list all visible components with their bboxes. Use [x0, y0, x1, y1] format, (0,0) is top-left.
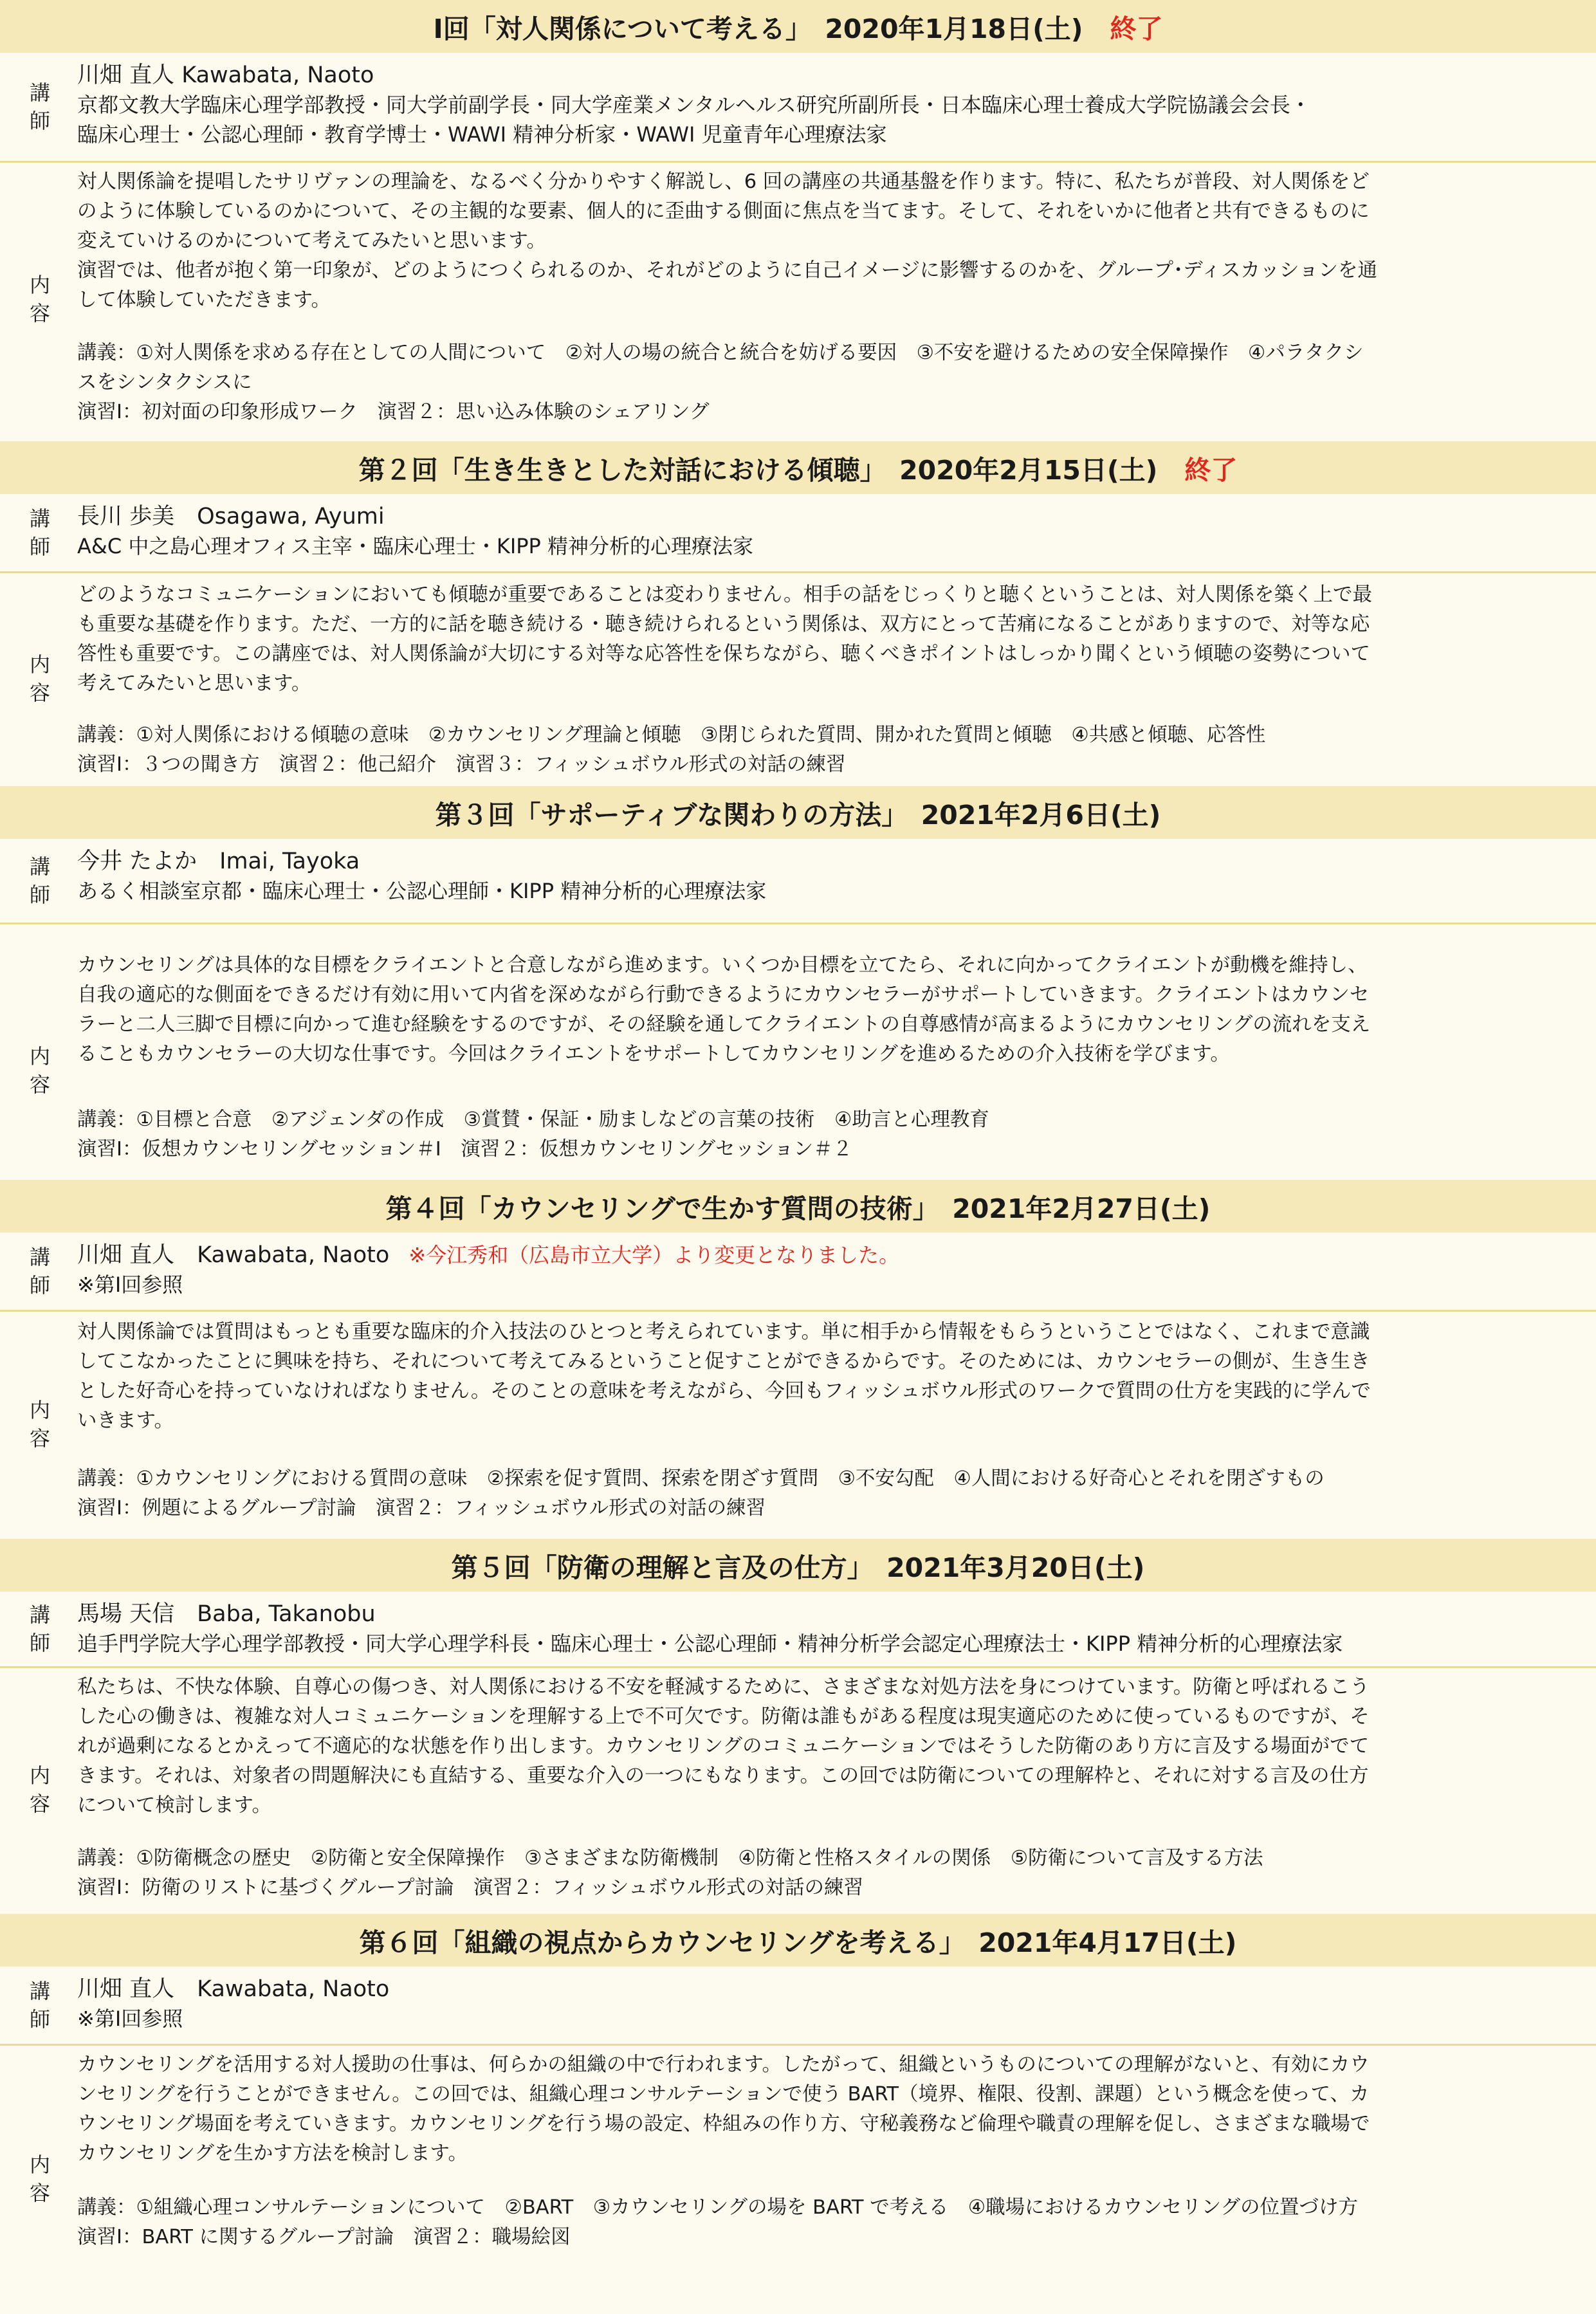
program	[77, 1464, 1577, 1523]
session-title-bar	[0, 1914, 1596, 1967]
content-label-char: 内	[29, 273, 50, 297]
program	[77, 1105, 1577, 1164]
description-line: のように体験しているのかについて、その主観的な要素、個人的に歪曲する側面に焦点を当てます。そして、それをいかに他者と共有できるものに	[77, 200, 1370, 223]
lecturer-block	[0, 839, 1596, 924]
lecturer-label	[26, 53, 54, 161]
lecturer-label-char: 師	[29, 1273, 50, 1298]
content-label	[26, 161, 54, 437]
program	[77, 338, 1577, 427]
content-label-char: 容	[29, 2181, 50, 2205]
lecturer-affiliation: 追手門学院大学心理学部教授・同大学心理学科長・臨床心理士・公認心理師・精神分析学会認定心理療法士・KIPP 精神分析的心理療法家	[77, 1631, 1343, 1656]
lecturer-affiliation: ※第Ⅰ回参照	[77, 1272, 183, 1297]
lecturer-name-line	[77, 1599, 1570, 1629]
lecturer-lines	[77, 502, 1570, 561]
lecturer-name: 川畑 直人 Kawabata, Naoto	[77, 1242, 390, 1268]
program-line: 演習Ⅰ：３つの聞き方 演習２：他己紹介 演習３：フィッシュボウル形式の対話の練習	[77, 753, 846, 776]
description	[77, 1318, 1577, 1436]
session-title: 第３回「サポーティブな関わりの方法」 2021年2月6日(土)	[435, 799, 1161, 831]
session-6	[0, 1914, 1596, 2314]
lecturer-label-char: 講	[29, 854, 50, 879]
content-block	[0, 923, 1596, 1218]
content-label	[26, 571, 54, 786]
lecturer-block	[0, 1592, 1596, 1668]
program	[77, 721, 1577, 780]
lecturer-lines	[77, 60, 1570, 149]
description-line: いきます。	[77, 1410, 174, 1432]
content-label	[26, 1310, 54, 1539]
lecturer-change-note: ※今江秀和（広島市立大学）より変更となりました。	[408, 1243, 900, 1267]
description-line: 演習では、他者が抱く第一印象が、どのようにつくられるのか、それがどのように自己イメージに影響するのかを、グループ･ディスカッションを通	[77, 259, 1377, 282]
content-label-char: 容	[29, 1792, 50, 1816]
session-1	[0, 0, 1596, 437]
program-line: 講義：①対人関係における傾聴の意味 ②カウンセリング理論と傾聴 ③閉じられた質問、開かれた質問と傾聴 ④共感と傾聴、応答性	[77, 724, 1266, 746]
lecturer-block	[0, 1233, 1596, 1312]
session-4	[0, 1180, 1596, 1539]
description-line: も重要な基礎を作ります。ただ、一方的に話を聴き続ける・聴き続けられるという関係は、双方にとって苦痛になることがありますので、対等な応	[77, 613, 1370, 636]
lecturer-label	[26, 494, 54, 571]
content-label-char: 内	[29, 652, 50, 677]
content-label-char: 容	[29, 301, 50, 326]
description-line: 自我の適応的な側面をできるだけ有効に用いて内省を深めながら行動できるようにカウンセラーがサポートしていきます。クライエントはカウンセ	[77, 984, 1370, 1006]
session-title-bar	[0, 1539, 1596, 1592]
program-line: 講義：①目標と合意 ②アジェンダの作成 ③賞賛・保証・励ましなどの言葉の技術 ④助言と心理教育	[77, 1108, 989, 1131]
description-line: 考えてみたいと思います。	[77, 672, 311, 695]
lecturer-affiliation: 臨床心理士・公認心理師・教育学博士・WAWI 精神分析家・WAWI 児童青年心理療法家	[77, 122, 887, 147]
content-block	[0, 571, 1596, 786]
program	[77, 1844, 1577, 1903]
content-label-char: 容	[29, 1426, 50, 1451]
description-line: した心の働きは、複雑な対人コミュニケーションを理解する上で不可欠です。防衛は誰もがある程度は現実適応のために使っているものですが、そ	[77, 1705, 1370, 1728]
session-title-bar	[0, 1180, 1596, 1233]
session-title: 第４回「カウンセリングで生かす質問の技術」 2021年2月27日(土)	[385, 1193, 1211, 1224]
lecturer-label-char: 講	[29, 80, 50, 105]
session-title: 第６回「組織の視点からカウンセリングを考える」 2021年4月17日(土)	[359, 1927, 1237, 1958]
program-line: 演習Ⅰ：仮想カウンセリングセッション＃Ⅰ 演習２：仮想カウンセリングセッション＃２	[77, 1138, 853, 1161]
description	[77, 1673, 1577, 1821]
content-label-char: 内	[29, 1763, 50, 1788]
content-block	[0, 1310, 1596, 1539]
lecturer-name-line	[77, 502, 1570, 531]
description-line: ラーと二人三脚で目標に向かって進む経験をするのですが、その経験を通してクライエントの自尊感情が高まるようにカウンセリングの流れを支え	[77, 1013, 1371, 1036]
lecturer-label-char: 師	[29, 535, 50, 559]
description-line: ンセリングを行うことができません。この回では、組織心理コンサルテーションで使う BART（境界、権限、役割、課題）という概念を使って、カ	[77, 2083, 1370, 2106]
description-line: カウンセリングを生かす方法を検討します。	[77, 2142, 468, 2165]
program-line: 講義：①組織心理コンサルテーションについて ②BART ③カウンセリングの場を BART で考える ④職場におけるカウンセリングの位置づけ方	[77, 2196, 1358, 2219]
lecturer-name-line	[77, 847, 1570, 876]
content-label-char: 容	[29, 681, 50, 705]
description	[77, 2050, 1577, 2169]
description-line: 対人関係論では質問はもっとも重要な臨床的介入技法のひとつと考えられています。単に相手から情報をもらうということではなく、これまで意識	[77, 1321, 1370, 1343]
description-line: してこなかったことに興味を持ち、それについて考えてみるということ促すことができるからです。そのためには、カウンセラーの側が、生き生き	[77, 1350, 1370, 1373]
lecturer-lines	[77, 847, 1570, 906]
program-line: 演習Ⅰ：初対面の印象形成ワーク 演習２：思い込み体験のシェアリング	[77, 401, 710, 423]
lecturer-label-char: 講	[29, 1979, 50, 2003]
session-3	[0, 786, 1596, 1218]
program-line: 演習Ⅰ：防衛のリストに基づくグループ討論 演習２：フィッシュボウル形式の対話の練習	[77, 1877, 863, 1899]
description-line: について検討します。	[77, 1794, 271, 1817]
lecturer-affiliation: A&C 中之島心理オフィス主宰・臨床心理士・KIPP 精神分析的心理療法家	[77, 534, 754, 558]
lecturer-label-char: 講	[29, 1602, 50, 1627]
content-label-char: 内	[29, 1044, 50, 1069]
lecturer-lines	[77, 1240, 1570, 1299]
lecturer-block	[0, 53, 1596, 163]
lecturer-name: 長川 歩美 Osagawa, Ayumi	[77, 504, 385, 529]
description	[77, 951, 1577, 1069]
status-badge: 終了	[1184, 454, 1238, 486]
session-title-bar	[0, 441, 1596, 494]
content-label	[26, 1666, 54, 1913]
content-block	[0, 161, 1596, 437]
lecturer-label	[26, 839, 54, 923]
session-5	[0, 1539, 1596, 1913]
description-line: 対人関係論を提唱したサリヴァンの理論を、なるべく分かりやすく解説し、6 回の講座の共通基盤を作ります。特に、私たちが普段、対人関係をど	[77, 170, 1370, 193]
lecturer-name: 今井 たよか Imai, Tayoka	[77, 849, 360, 874]
lecturer-affiliation: 京都文教大学臨床心理学部教授・同大学前副学長・同大学産業メンタルヘルス研究所副所長・日本臨床心理士養成大学院協議会会長・	[77, 93, 1311, 117]
description-line: とした好奇心を持っていなければなりません。そのことの意味を考えながら、今回もフィッシュボウル形式のワークで質問の仕方を実践的に学んで	[77, 1380, 1371, 1402]
lecturer-label	[26, 1233, 54, 1310]
program-line: 演習Ⅰ：BART に関するグループ討論 演習２：職場絵図	[77, 2226, 571, 2248]
session-title: 第５回「防衛の理解と言及の仕方」 2021年3月20日(土)	[451, 1552, 1145, 1583]
description-line: 私たちは、不快な体験、自尊心の傷つき、対人関係における不安を軽減するために、さまざまな対処方法を身につけています。防衛と呼ばれるこう	[77, 1676, 1370, 1698]
content-label-char: 内	[29, 1398, 50, 1422]
lecturer-label-char: 師	[29, 109, 50, 133]
description-line: カウンセリングを活用する対人援助の仕事は、何らかの組織の中で行われます。したがって、組織というものについての理解がないと、有効にカウ	[77, 2053, 1370, 2076]
lecturer-name: 川畑 直人 Kawabata, Naoto	[77, 62, 374, 88]
lecturer-label-char: 講	[29, 506, 50, 531]
description-line: 変えていけるのかについて考えてみたいと思います。	[77, 230, 546, 252]
lecturer-name: 馬場 天信 Baba, Takanobu	[77, 1601, 376, 1627]
program-line: 講義：①カウンセリングにおける質問の意味 ②探索を促す質問、探索を閉ざす質問 ③不安勾配 ④人間における好奇心とそれを閉ざすもの	[77, 1467, 1325, 1490]
lecturer-label-char: 講	[29, 1245, 50, 1269]
lecturer-name-line	[77, 1240, 1570, 1270]
session-title-bar	[0, 786, 1596, 839]
program-line: 講義：①対人関係を求める存在としての人間について ②対人の場の統合と統合を妨げる要因 ③不安を避けるための安全保障操作 ④パラタクシ	[77, 342, 1364, 364]
content-label-char: 容	[29, 1072, 50, 1097]
lecturer-block	[0, 1967, 1596, 2046]
session-title-bar	[0, 0, 1596, 53]
content-block	[0, 1666, 1596, 1913]
status-badge: 終了	[1110, 13, 1163, 44]
lecturer-name-line	[77, 60, 1570, 90]
description	[77, 580, 1577, 699]
content-block	[0, 2044, 1596, 2314]
session-title: 第２回「生き生きとした対話における傾聴」 2020年2月15日(土)	[358, 454, 1158, 486]
content-label	[26, 2044, 54, 2314]
description-line: きます。それは、対象者の問題解決にも直結する、重要な介入の一つにもなります。この回では防衛についての理解枠と、それに対する言及の仕方	[77, 1765, 1369, 1787]
description-line: ることもカウンセラーの大切な仕事です。今回はクライエントをサポートしてカウンセリングを進めるための介入技術を学びます。	[77, 1043, 1230, 1065]
program	[77, 2193, 1577, 2252]
description-line: して体験していただきます。	[77, 289, 331, 311]
description-line: 答性も重要です。この講座では、対人関係論が大切にする対等な応答性を保ちながら、聴くべきポイントはしっかり聞くという傾聴の姿勢について	[77, 643, 1370, 665]
program-line: 演習Ⅰ：例題によるグループ討論 演習２：フィッシュボウル形式の対話の練習	[77, 1497, 766, 1520]
description-line: ウンセリング場面を考えていきます。カウンセリングを行う場の設定、枠組みの作り方、守秘義務など倫理や職責の理解を促し、さまざまな職場で	[77, 2113, 1370, 2135]
lecturer-label-char: 師	[29, 2007, 50, 2032]
description-line: カウンセリングは具体的な目標をクライエントと合意しながら進めます。いくつか目標を立てたら、それに向かってクライエントが動機を維持し、	[77, 954, 1368, 977]
session-2	[0, 441, 1596, 786]
program-line: スをシンタクシスに	[77, 371, 252, 394]
description	[77, 167, 1577, 315]
lecturer-block	[0, 494, 1596, 573]
lecturer-label-char: 師	[29, 1631, 50, 1655]
lecturer-label	[26, 1967, 54, 2044]
lecturer-affiliation: あるく相談室京都・臨床心理士・公認心理師・KIPP 精神分析的心理療法家	[77, 879, 767, 903]
lecturer-label-char: 師	[29, 883, 50, 907]
lecturer-name-line	[77, 1974, 1570, 2004]
description-line: れが過剰になるとかえって不適応的な状態を作り出します。カウンセリングのコミュニケーションではそうした防衛のあり方に言及する場面がでて	[77, 1735, 1370, 1758]
program-line: 講義：①防衛概念の歴史 ②防衛と安全保障操作 ③さまざまな防衛機制 ④防衛と性格スタイルの関係 ⑤防衛について言及する方法	[77, 1847, 1263, 1869]
lecturer-name: 川畑 直人 Kawabata, Naoto	[77, 1976, 390, 2002]
lecturer-lines	[77, 1599, 1570, 1658]
session-title: Ⅰ回「対人関係について考える」 2020年1月18日(土)	[433, 13, 1083, 44]
lecturer-label	[26, 1592, 54, 1666]
description-line: どのようなコミュニケーションにおいても傾聴が重要であることは変わりません。相手の話をじっくりと聴くということは、対人関係を築く上で最	[77, 583, 1372, 606]
lecturer-affiliation: ※第Ⅰ回参照	[77, 2006, 183, 2031]
lecturer-lines	[77, 1974, 1570, 2034]
content-label-char: 内	[29, 2153, 50, 2177]
content-label	[26, 923, 54, 1218]
